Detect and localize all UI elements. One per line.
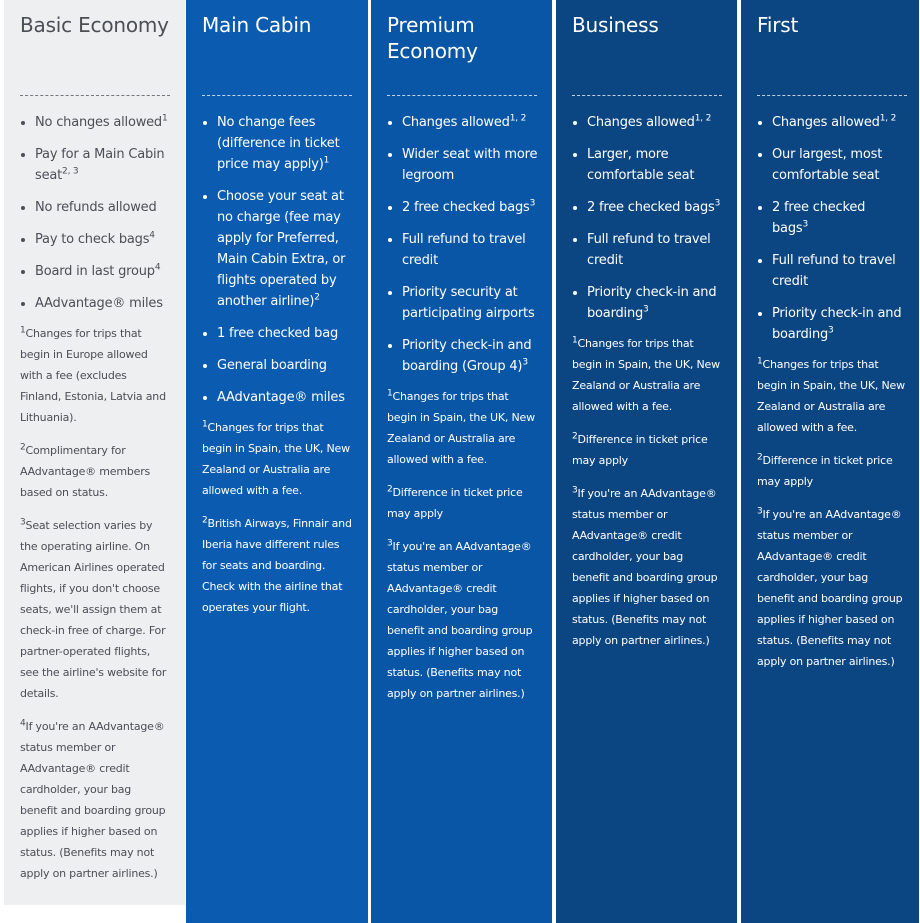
feature-text: 2 free checked bags: [772, 200, 866, 236]
fare-column-main-cabin: [186, 0, 368, 923]
feature-list: [20, 112, 171, 314]
footnote-number: 2: [757, 452, 763, 463]
feature-item: [217, 323, 354, 344]
feature-text: Priority check-in and boarding (Group 4): [402, 338, 532, 374]
footnote: [757, 450, 905, 492]
feature-item: [587, 144, 723, 186]
fare-title: Basic Economy: [20, 13, 169, 37]
feature-item: [217, 355, 354, 376]
feature-text: Board in last group: [35, 264, 155, 279]
footnote-ref: 4: [154, 262, 161, 273]
footnotes: [202, 417, 354, 618]
fare-title: First: [757, 13, 799, 37]
feature-text: Pay to check bags: [35, 232, 150, 247]
feature-text: Our largest, most comfortable seat: [772, 147, 883, 183]
footnote-text: Changes for trips that begin in Spain, the UK, New Zealand or Australia are allowed with a fee.: [757, 358, 905, 434]
feature-item: [217, 186, 354, 312]
feature-text: Priority check-in and boarding: [772, 306, 902, 342]
feature-item: [402, 229, 538, 271]
footnote-text: Complimentary for AAdvantage® members based on status.: [20, 444, 151, 499]
footnote-number: 1: [202, 419, 208, 430]
feature-text: 2 free checked bags: [587, 200, 715, 215]
feature-text: No refunds allowed: [35, 200, 157, 215]
footnote-ref: 2, 3: [62, 166, 79, 177]
footnote-text: Difference in ticket price may apply: [757, 454, 893, 488]
footnote-ref: 3: [802, 219, 808, 230]
footnote: [387, 386, 538, 470]
feature-item: [402, 144, 538, 186]
footnote-number: 1: [20, 325, 26, 336]
feature-item: [35, 261, 171, 282]
feature-item: [35, 112, 171, 133]
dashed-divider: [757, 95, 907, 96]
feature-item: [402, 197, 538, 218]
footnote-text: British Airways, Finnair and Iberia have different rules for seats and boarding. Check with the airline that operates your flight.: [202, 517, 352, 614]
feature-text: AAdvantage® miles: [217, 390, 345, 405]
feature-text: Full refund to travel credit: [402, 232, 526, 268]
dashed-divider: [20, 95, 170, 96]
dashed-divider: [202, 95, 352, 96]
feature-list: [757, 112, 905, 345]
feature-list: [572, 112, 723, 324]
footnote-ref: 1, 2: [879, 113, 897, 124]
feature-text: AAdvantage® miles: [35, 296, 163, 311]
footnote: [757, 504, 905, 672]
footnote-ref: 1: [161, 113, 168, 124]
feature-item: [587, 229, 723, 271]
footnote-text: If you're an AAdvantage® status member or AAdvantage® credit cardholder, your bag benefit and boarding group applies if higher based on status. (Benefits may not apply on partner airlines.): [757, 508, 903, 668]
footnote: [387, 482, 538, 524]
feature-item: [772, 250, 905, 292]
fare-title: Premium Economy: [387, 13, 478, 63]
feature-text: Larger, more comfortable seat: [587, 147, 695, 183]
footnote-ref: 4: [149, 230, 155, 241]
footnote: [20, 440, 171, 503]
fare-column-premium-economy: [371, 0, 552, 923]
feature-text: Changes allowed: [402, 115, 510, 130]
footnote-ref: 1, 2: [509, 113, 527, 124]
fare-title: Business: [572, 13, 659, 37]
feature-item: [402, 335, 538, 377]
footnote-ref: 3: [643, 304, 649, 315]
feature-item: [35, 229, 171, 250]
feature-item: [772, 197, 905, 239]
footnote-number: 3: [387, 538, 393, 549]
footnotes: [387, 386, 538, 704]
feature-text: Full refund to travel credit: [772, 253, 896, 289]
footnote-text: Difference in ticket price may apply: [387, 486, 523, 520]
footnote: [572, 483, 723, 651]
footnote: [20, 716, 171, 884]
feature-text: 1 free checked bag: [217, 326, 339, 341]
footnote-ref: 1, 2: [694, 113, 712, 124]
footnote-text: Changes for trips that begin in Spain, the UK, New Zealand or Australia are allowed with a fee.: [572, 337, 720, 413]
footnote-number: 2: [387, 484, 393, 495]
footnote-number: 2: [202, 515, 208, 526]
feature-item: [217, 112, 354, 175]
footnote: [757, 354, 905, 438]
feature-text: Priority check-in and boarding: [587, 285, 717, 321]
feature-text: No changes allowed: [35, 115, 162, 130]
feature-text: Changes allowed: [772, 115, 880, 130]
footnotes: [757, 354, 905, 672]
fare-column-first: [741, 0, 919, 923]
footnote: [572, 429, 723, 471]
footnote: [572, 333, 723, 417]
footnote-text: Difference in ticket price may apply: [572, 433, 708, 467]
footnote-ref: 2: [314, 292, 320, 303]
feature-text: Choose your seat at no charge (fee may apply for Preferred, Main Cabin Extra, or flights operated by another airline): [217, 189, 346, 309]
dashed-divider: [572, 95, 722, 96]
feature-item: [217, 387, 354, 408]
footnote-number: 1: [757, 356, 763, 367]
feature-item: [587, 197, 723, 218]
footnote-text: Changes for trips that begin in Spain, the UK, New Zealand or Australia are allowed with a fee.: [202, 421, 350, 497]
feature-list: [202, 112, 354, 408]
footnote-number: 1: [387, 388, 393, 399]
feature-item: [772, 144, 905, 186]
fare-title: Main Cabin: [202, 13, 312, 37]
feature-item: [587, 282, 723, 324]
feature-item: [35, 293, 171, 314]
feature-list: [387, 112, 538, 377]
footnote-text: If you're an AAdvantage® status member or AAdvantage® credit cardholder, your bag benefit and boarding group applies if higher based on status. (Benefits may not apply on partner airlines.): [387, 540, 533, 700]
feature-text: 2 free checked bags: [402, 200, 530, 215]
footnote-ref: 3: [529, 198, 536, 209]
footnote-ref: 3: [828, 325, 834, 336]
footnote-number: 4: [20, 718, 26, 729]
feature-text: Wider seat with more legroom: [402, 147, 538, 183]
feature-item: [402, 282, 538, 324]
footnote-number: 3: [20, 517, 26, 528]
footnote: [20, 515, 171, 704]
footnote-number: 3: [572, 485, 578, 496]
feature-item: [772, 303, 905, 345]
feature-item: [35, 144, 171, 186]
footnote-number: 2: [20, 442, 26, 453]
feature-item: [772, 112, 905, 133]
footnotes: [572, 333, 723, 651]
footnotes: [20, 323, 171, 884]
footnote-text: Changes for trips that begin in Europe allowed with a fee (excludes Finland, Estonia, Latvia and Lithuania).: [20, 327, 166, 424]
footnote: [202, 513, 354, 618]
footnote-ref: 3: [714, 198, 721, 209]
feature-text: Full refund to travel credit: [587, 232, 711, 268]
fare-column-business: [556, 0, 737, 923]
fare-column-basic-economy: [4, 0, 185, 905]
footnote: [202, 417, 354, 501]
footnote-ref: 3: [522, 357, 528, 368]
footnote-text: Seat selection varies by the operating airline. On American Airlines operated flights, if you don't choose seats, we'll assign them at check-in free of charge. For partner-operated flights, see the airline's website for details.: [20, 519, 167, 700]
feature-text: Priority security at participating airports: [402, 285, 535, 321]
feature-item: [402, 112, 538, 133]
dashed-divider: [387, 95, 537, 96]
footnote-number: 1: [572, 335, 578, 346]
footnote: [20, 323, 171, 428]
feature-item: [35, 197, 171, 218]
footnote: [387, 536, 538, 704]
feature-text: Changes allowed: [587, 115, 695, 130]
footnote-text: If you're an AAdvantage® status member or AAdvantage® credit cardholder, your bag benefit and boarding group applies if higher based on status. (Benefits may not apply on partner airlines.): [20, 720, 166, 880]
footnote-ref: 1: [323, 155, 330, 166]
footnote-number: 2: [572, 431, 578, 442]
footnote-text: Changes for trips that begin in Spain, the UK, New Zealand or Australia are allowed with a fee.: [387, 390, 535, 466]
feature-item: [587, 112, 723, 133]
feature-text: No change fees (difference in ticket price may apply): [217, 115, 340, 172]
footnote-text: If you're an AAdvantage® status member or AAdvantage® credit cardholder, your bag benefit and boarding group applies if higher based on status. (Benefits may not apply on partner airlines.): [572, 487, 718, 647]
feature-text: General boarding: [217, 358, 327, 373]
footnote-number: 3: [757, 506, 763, 517]
feature-text: Pay for a Main Cabin seat: [35, 147, 165, 183]
